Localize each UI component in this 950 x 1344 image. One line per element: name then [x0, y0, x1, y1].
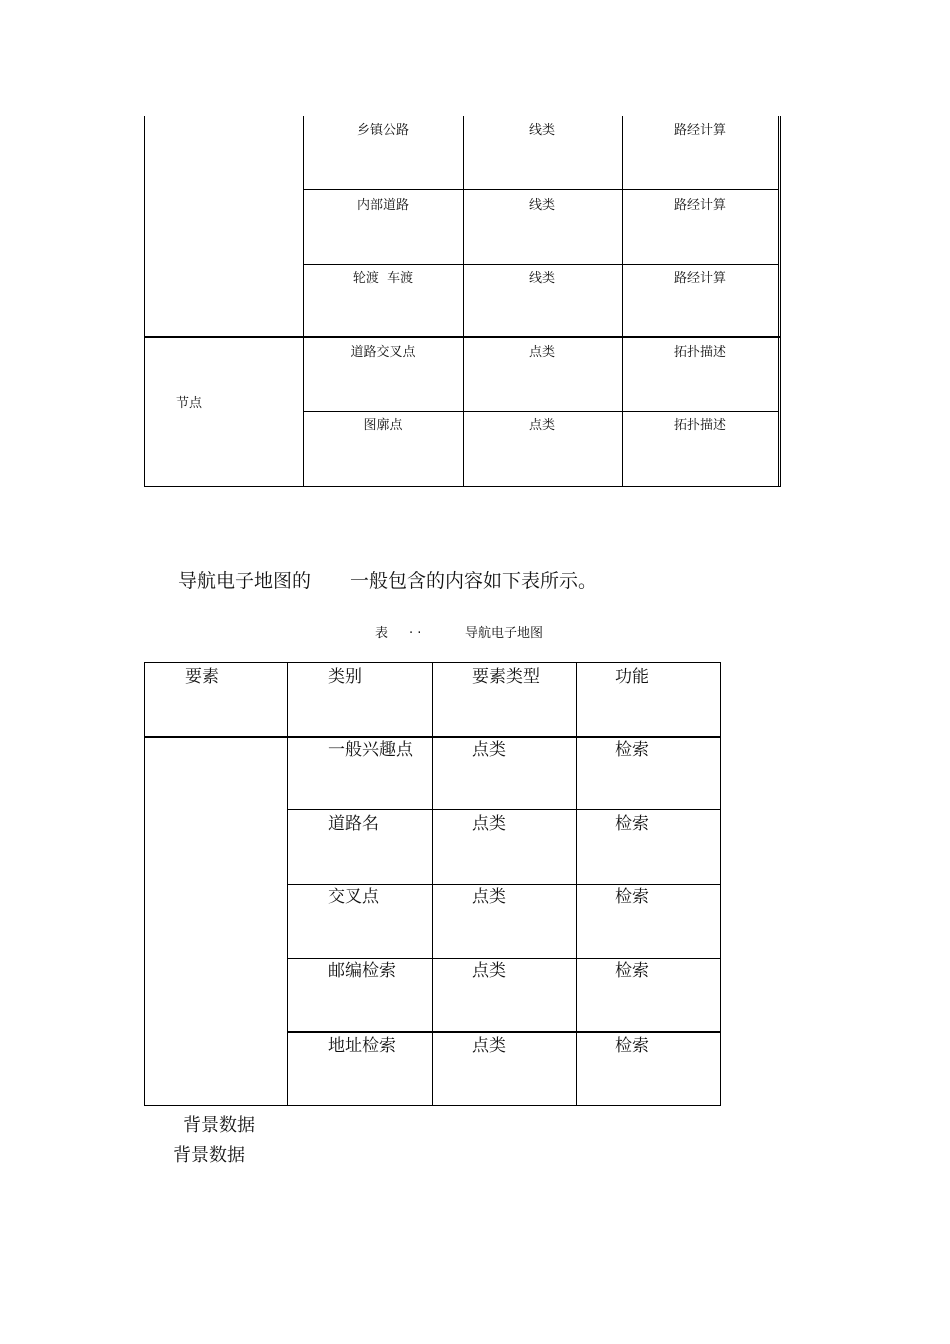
- table-2-cell-type: 点类: [472, 740, 506, 760]
- table-border: [144, 336, 780, 338]
- table-2-cell-func: 检索: [615, 814, 649, 834]
- table-2-cell-category: 道路名: [328, 814, 379, 834]
- table-border: [287, 809, 721, 810]
- table-2-cell-type: 点类: [472, 887, 506, 907]
- table-1-cell-name: 乡镇公路: [356, 123, 409, 138]
- table-border: [780, 116, 781, 487]
- table-2-header: 类别: [328, 667, 362, 687]
- table-2-header: 要素: [185, 667, 219, 687]
- table-1-cell-type: 线类: [528, 198, 555, 213]
- table-2-cell-func: 检索: [615, 887, 649, 907]
- table-2-header: 要素类型: [472, 667, 540, 687]
- table-2-cell-category: 一般兴趣点: [328, 740, 413, 760]
- table-border: [144, 662, 721, 663]
- table-border: [287, 958, 721, 959]
- paragraph-part-1: 导航电子地图的: [178, 570, 312, 592]
- table-1-group-label: 节点: [176, 396, 203, 411]
- table-2-header: 功能: [615, 667, 649, 687]
- table-2-cell-category: 地址检索: [328, 1036, 396, 1056]
- caption-number: . .: [409, 622, 422, 637]
- table-1-cell-type: 点类: [528, 345, 555, 360]
- table-1-cell-type: 点类: [528, 418, 555, 433]
- background-data-label: 背景数据: [183, 1115, 255, 1136]
- table-2-cell-type: 点类: [472, 1036, 506, 1056]
- table-2-cell-func: 检索: [615, 961, 649, 981]
- table-border: [622, 116, 623, 487]
- table-border: [144, 736, 721, 738]
- table-1-cell-func: 路经计算: [673, 123, 726, 138]
- table-border: [303, 411, 779, 412]
- table-border: [287, 1031, 721, 1033]
- table-2-cell-type: 点类: [472, 814, 506, 834]
- table-border: [303, 116, 304, 487]
- table-border: [144, 662, 145, 1106]
- table-1-cell-name: 道路交叉点: [350, 345, 416, 360]
- table-border: [287, 884, 721, 885]
- table-2-cell-category: 邮编检索: [328, 961, 396, 981]
- table-border: [778, 116, 779, 487]
- table-1-cell-type: 线类: [528, 271, 555, 286]
- table-1-cell-name: 图廓点: [363, 418, 403, 433]
- table-2-cell-type: 点类: [472, 961, 506, 981]
- caption-prefix: 表: [375, 626, 389, 641]
- table-1-cell-func: 路经计算: [673, 198, 726, 213]
- table-1-cell-func: 拓扑描述: [673, 418, 726, 433]
- table-border: [144, 116, 145, 487]
- table-1-cell-func: 路经计算: [673, 271, 726, 286]
- table-1-cell-type: 线类: [528, 123, 555, 138]
- table-2-cell-func: 检索: [615, 740, 649, 760]
- table-border: [303, 264, 779, 265]
- table-border: [463, 116, 464, 487]
- table-2-cell-func: 检索: [615, 1036, 649, 1056]
- table-1-cell-name: 轮渡 车渡: [352, 271, 414, 286]
- table-border: [144, 1105, 721, 1106]
- table-2-cell-category: 交叉点: [328, 887, 379, 907]
- table-1-cell-func: 拓扑描述: [673, 345, 726, 360]
- table-border: [144, 486, 780, 487]
- background-data-label: 背景数据: [173, 1145, 245, 1166]
- table-1-cell-name: 内部道路: [356, 198, 409, 213]
- paragraph-part-2: 一般包含的内容如下表所示。: [350, 570, 598, 592]
- caption-title: 导航电子地图: [465, 626, 544, 641]
- table-border: [303, 189, 779, 190]
